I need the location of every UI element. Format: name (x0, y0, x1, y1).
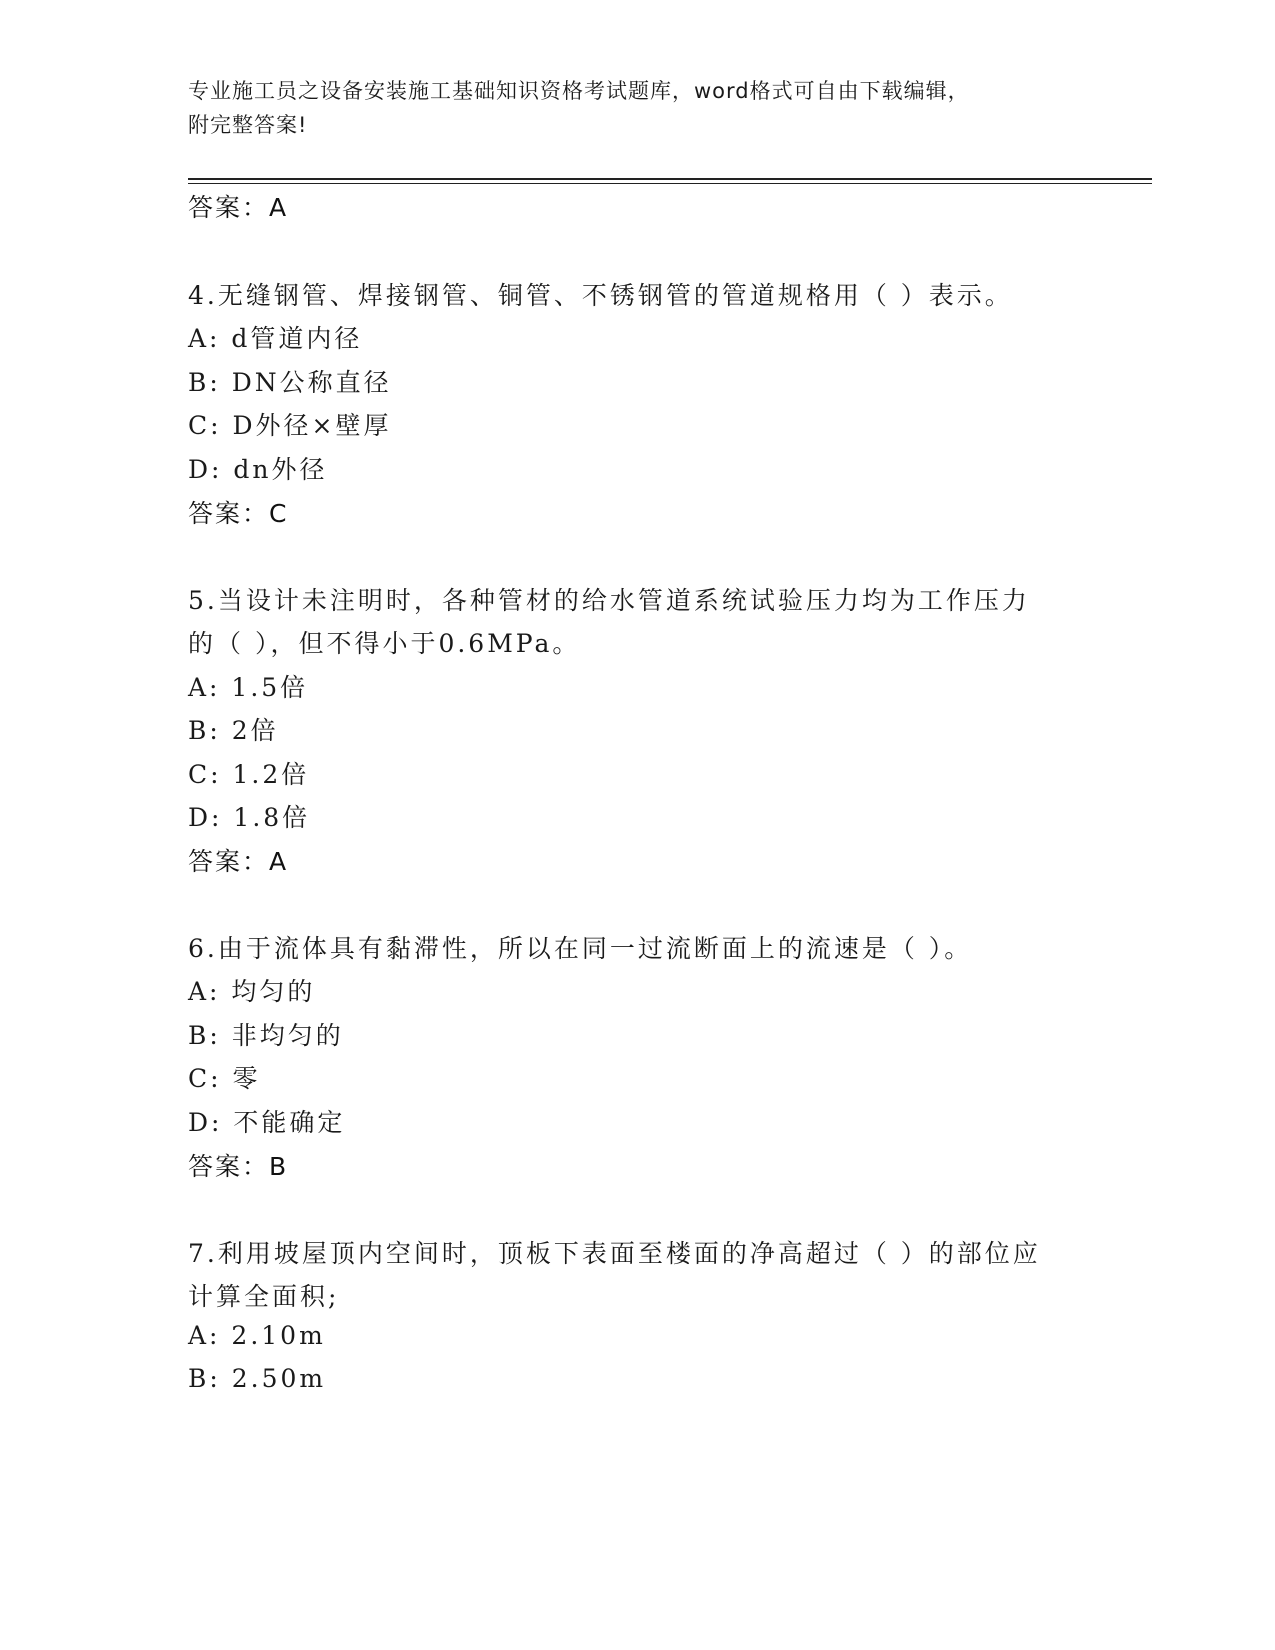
question-7-option-b: B: 2.50m (188, 1364, 327, 1393)
question-5-option-d: D: 1.8倍 (188, 803, 311, 832)
question-6-option-b: B: 非均匀的 (188, 1021, 344, 1050)
question-6-option-a: A: 均匀的 (188, 977, 316, 1006)
answer-q6: 答案：B (188, 1152, 289, 1181)
question-5-option-b: B: 2倍 (188, 716, 279, 745)
document-header (188, 74, 1088, 142)
question-5-option-a: A: 1.5倍 (188, 673, 309, 702)
question-4-option-d: D: dn外径 (188, 455, 328, 484)
answer-q3: 答案：A (188, 193, 289, 222)
question-4-option-c: C: D外径×壁厚 (188, 411, 392, 440)
question-6-stem: 6.由于流体具有黏滞性，所以在同一过流断面上的流速是（ ）。 (188, 934, 973, 963)
question-5-stem-line-1: 5.当设计未注明时，各种管材的给水管道系统试验压力均为工作压力 (188, 586, 1030, 615)
header-divider-thin (188, 183, 1152, 184)
header-divider-thick (188, 178, 1152, 180)
question-4-stem: 4.无缝钢管、焊接钢管、铜管、不锈钢管的管道规格用（ ）表示。 (188, 281, 1013, 310)
answer-q5: 答案：A (188, 847, 289, 876)
question-4-option-a: A: d管道内径 (188, 324, 363, 353)
question-4-option-b: B: DN公称直径 (188, 368, 392, 397)
answer-q4: 答案：C (188, 499, 289, 528)
question-7-stem-line-1: 7.利用坡屋顶内空间时，顶板下表面至楼面的净高超过（ ）的部位应 (188, 1239, 1041, 1268)
question-7-stem-line-2: 计算全面积; (188, 1282, 340, 1311)
header-line-1: 专业施工员之设备安装施工基础知识资格考试题库，word格式可自由下载编辑， (188, 79, 970, 103)
question-6-option-c: C: 零 (188, 1064, 261, 1093)
question-7-option-a: A: 2.10m (188, 1321, 326, 1350)
question-5-stem-line-2: 的（ ），但不得小于0.6MPa。 (188, 629, 581, 658)
header-line-2: 附完整答案! (188, 113, 308, 137)
question-6-option-d: D: 不能确定 (188, 1108, 346, 1137)
question-5-option-c: C: 1.2倍 (188, 760, 310, 789)
